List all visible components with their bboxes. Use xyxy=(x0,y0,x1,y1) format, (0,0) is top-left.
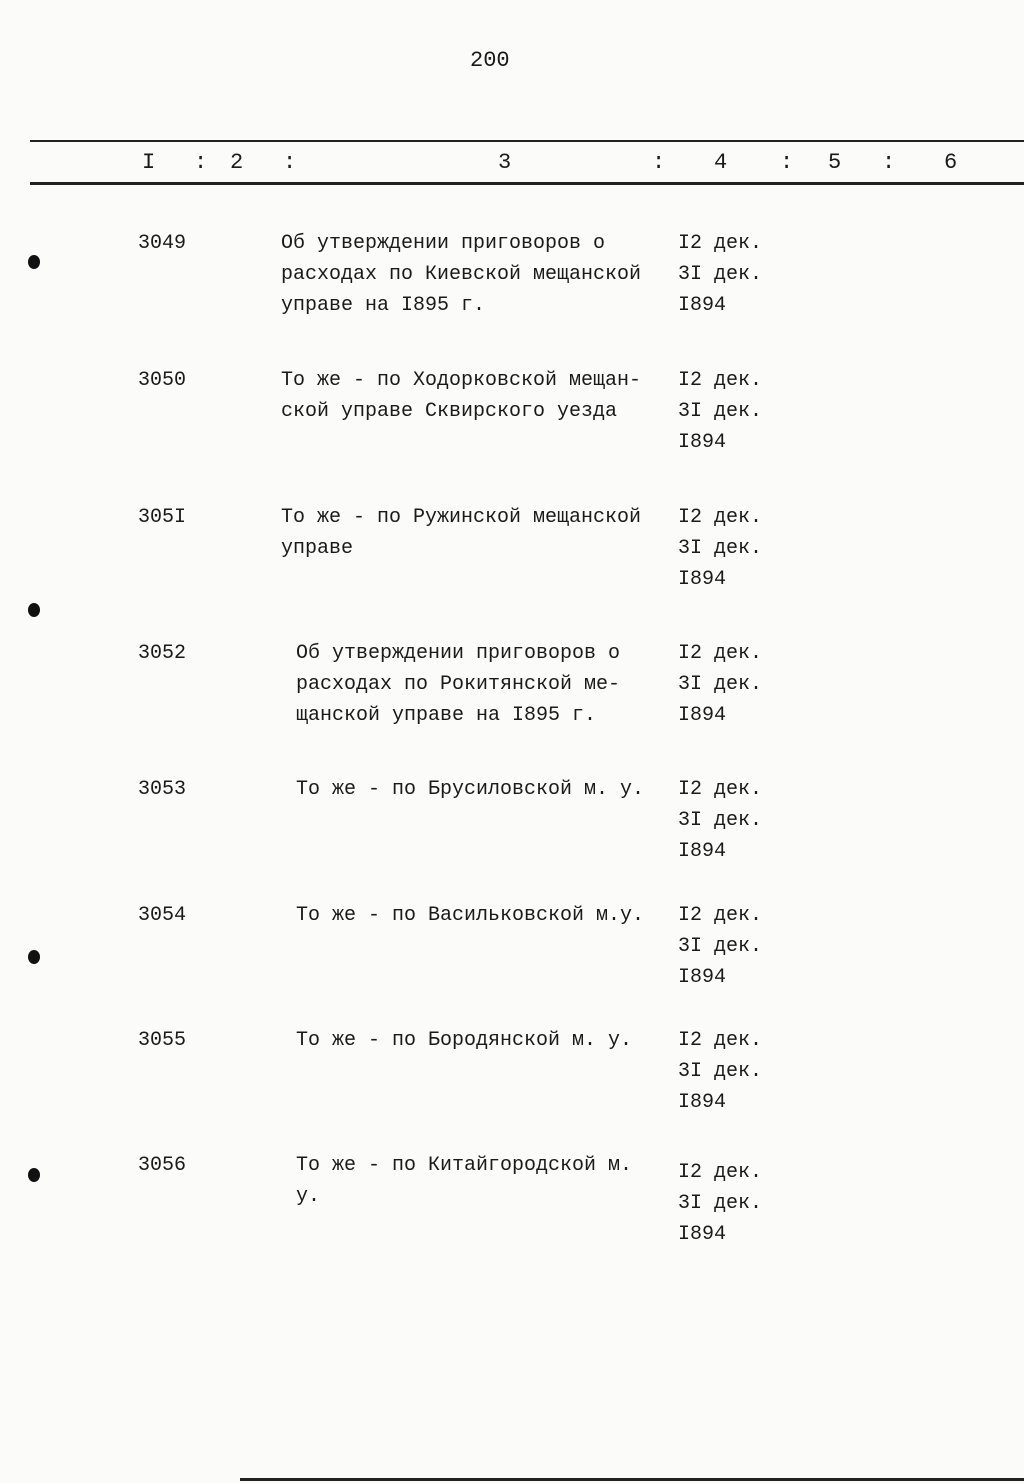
header-top-rule xyxy=(30,140,1024,142)
entry-description xyxy=(296,900,644,931)
description-line: расходах по Рокитянской ме- xyxy=(296,673,621,696)
date-line: I894 xyxy=(678,294,727,317)
date-line: I894 xyxy=(678,1223,727,1246)
description-line: ской управе Сквирского уезда xyxy=(281,400,618,423)
date-line: I2 дек. xyxy=(678,778,763,801)
punch-hole xyxy=(28,1168,40,1182)
description-line: То же - по Ходорковской мещан- xyxy=(281,369,642,392)
date-line: I2 дек. xyxy=(678,369,763,392)
entry-dates xyxy=(678,1157,762,1250)
entry-dates xyxy=(678,638,762,731)
col-1-header: I xyxy=(142,150,156,175)
date-line: I894 xyxy=(678,704,727,727)
description-line: у. xyxy=(296,1185,321,1208)
date-line: 3I дек. xyxy=(678,400,763,423)
date-line: I894 xyxy=(678,568,727,591)
col-separator: : xyxy=(882,150,896,175)
date-line: 3I дек. xyxy=(678,263,763,286)
col-separator: : xyxy=(652,150,666,175)
col-5-header: 5 xyxy=(828,150,842,175)
description-line: Об утверждении приговоров о xyxy=(281,232,606,255)
entry-number: 3055 xyxy=(138,1029,187,1052)
date-line: I894 xyxy=(678,840,727,863)
entry-description xyxy=(281,365,641,427)
punch-hole xyxy=(28,603,40,617)
date-line: 3I дек. xyxy=(678,935,763,958)
col-4-header: 4 xyxy=(714,150,728,175)
date-line: I2 дек. xyxy=(678,1029,763,1052)
entry-description xyxy=(296,774,644,805)
col-2-header: 2 xyxy=(230,150,244,175)
col-3-header: 3 xyxy=(498,150,512,175)
col-separator: : xyxy=(283,150,297,175)
entry-dates xyxy=(678,502,762,595)
date-line: I2 дек. xyxy=(678,1161,763,1184)
date-line: I894 xyxy=(678,966,727,989)
description-line: То же - по Ружинской мещанской xyxy=(281,506,642,529)
date-line: 3I дек. xyxy=(678,537,763,560)
col-6-header: 6 xyxy=(944,150,958,175)
date-line: 3I дек. xyxy=(678,809,763,832)
date-line: I2 дек. xyxy=(678,642,763,665)
description-line: Об утверждении приговоров о xyxy=(296,642,621,665)
description-line: То же - по Брусиловской м. у. xyxy=(296,778,645,801)
entry-description xyxy=(296,1150,632,1212)
punch-hole xyxy=(28,950,40,964)
date-line: 3I дек. xyxy=(678,673,763,696)
header-bottom-rule xyxy=(30,182,1024,185)
bottom-rule xyxy=(240,1478,1024,1481)
entry-dates xyxy=(678,774,762,867)
entry-dates xyxy=(678,365,762,458)
entry-description xyxy=(281,502,641,564)
entry-dates xyxy=(678,1025,762,1118)
entry-number: 3049 xyxy=(138,232,187,255)
description-line: То же - по Бородянской м. у. xyxy=(296,1029,633,1052)
description-line: расходах по Киевской мещанской xyxy=(281,263,642,286)
date-line: I2 дек. xyxy=(678,904,763,927)
entry-number: 3054 xyxy=(138,904,187,927)
description-line: щанской управе на I895 г. xyxy=(296,704,597,727)
page-number: 200 xyxy=(470,48,510,73)
entry-description xyxy=(281,228,641,321)
date-line: 3I дек. xyxy=(678,1060,763,1083)
date-line: 3I дек. xyxy=(678,1192,763,1215)
date-line: I894 xyxy=(678,1091,727,1114)
entry-dates xyxy=(678,228,762,321)
description-line: То же - по Китайгородской м. xyxy=(296,1154,633,1177)
entry-dates xyxy=(678,900,762,993)
punch-hole xyxy=(28,255,40,269)
description-line: То же - по Васильковской м.у. xyxy=(296,904,645,927)
entry-description xyxy=(296,1025,632,1056)
description-line: управе xyxy=(281,537,354,560)
col-separator: : xyxy=(194,150,208,175)
date-line: I894 xyxy=(678,431,727,454)
entry-number: 3056 xyxy=(138,1154,187,1177)
description-line: управе на I895 г. xyxy=(281,294,486,317)
entry-number: 3050 xyxy=(138,369,187,392)
entry-number: 3052 xyxy=(138,642,187,665)
entry-number: 305I xyxy=(138,506,187,529)
date-line: I2 дек. xyxy=(678,232,763,255)
date-line: I2 дек. xyxy=(678,506,763,529)
col-separator: : xyxy=(780,150,794,175)
entry-description xyxy=(296,638,620,731)
entry-number: 3053 xyxy=(138,778,187,801)
